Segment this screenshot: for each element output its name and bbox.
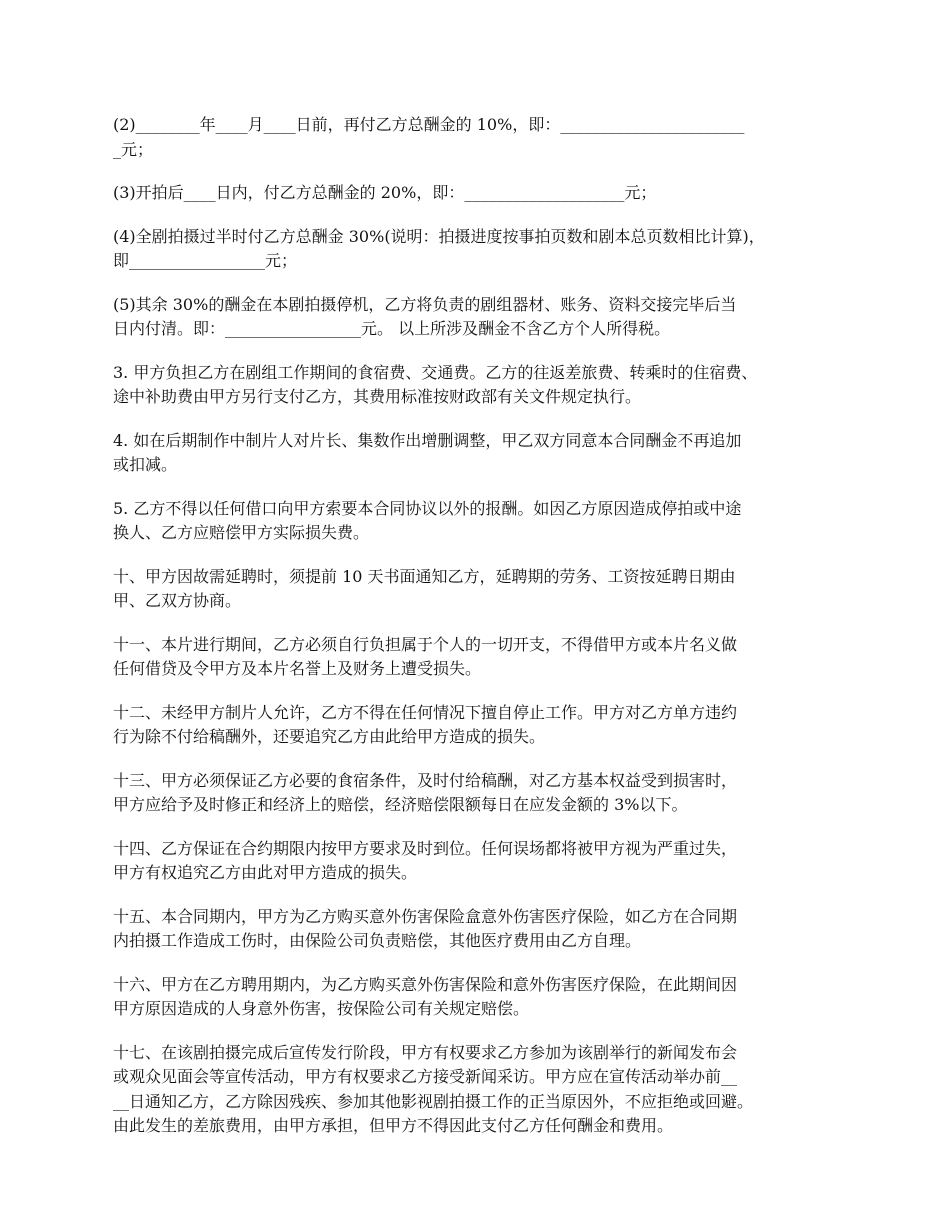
paragraph-line: 换人、乙方应赔偿甲方实际损失费。 [113, 523, 370, 542]
contract-paragraph [113, 225, 841, 274]
paragraph-line: 甲、乙双方协商。 [113, 591, 242, 610]
paragraph-line: (3)开拍后____日内，付乙方总酬金的 20%，即：____________________元； [113, 183, 657, 202]
contract-paragraph [113, 837, 841, 886]
paragraph-line: 4. 如在后期制作中制片人对片长、集数作出增删调整，甲乙双方同意本合同酬金不再追加 [113, 430, 742, 450]
paragraph-line: 甲方应给予及时修正和经济上的赔偿，经济赔偿限额每日在应发金额的 3%以下。 [113, 795, 688, 814]
paragraph-line: 十三、甲方必须保证乙方必要的食宿条件，及时付给稿酬，对乙方基本权益受到损害时， [113, 770, 738, 790]
paragraph-line: 十七、在该剧拍摄完成后宣传发行阶段，甲方有权要求乙方参加为该剧举行的新闻发布会 [113, 1042, 738, 1062]
contract-paragraph [113, 973, 841, 1022]
contract-paragraph [113, 905, 841, 954]
paragraph-line: 十一、本片进行期间，乙方必须自行负担属于个人的一切开支，不得借甲方或本片名义做 [113, 634, 738, 654]
contract-paragraph [113, 293, 841, 342]
paragraph-line: 日内付清。即：_________________元。 以上所涉及酬金不含乙方个人所得税。 [113, 319, 671, 338]
contract-paragraph [113, 113, 841, 162]
paragraph-line: 十四、乙方保证在合约期限内按甲方要求及时到位。任何误场都将被甲方视为严重过失， [113, 838, 738, 858]
contract-paragraph [113, 769, 841, 818]
paragraph-line: (4)全剧拍摄过半时付乙方总酬金 30%(说明：拍摄进度按事拍页数和剧本总页数相比计算)， [113, 226, 765, 246]
paragraph-line: 由此发生的差旅费用，由甲方承担，但甲方不得因此支付乙方任何酬金和费用。 [113, 1116, 674, 1135]
paragraph-line: _元； [113, 139, 154, 159]
paragraph-line: 十二、未经甲方制片人允许，乙方不得在任何情况下擅自停止工作。甲方对乙方单方违约 [113, 702, 738, 722]
paragraph-line: 行为除不付给稿酬外，还要追究乙方由此给甲方造成的损失。 [113, 727, 546, 746]
contract-paragraph [113, 181, 841, 206]
contract-paragraph [113, 429, 841, 478]
paragraph-line: 或扣减。 [113, 455, 178, 474]
paragraph-line: 十、甲方因故需延聘时，须提前 10 天书面通知乙方，延聘期的劳务、工资按延聘日期由 [113, 566, 736, 586]
paragraph-line: 甲方有权追究乙方由此对甲方造成的损失。 [113, 863, 418, 882]
contract-paragraph [113, 497, 841, 546]
contract-paragraph [113, 1041, 841, 1139]
document-body [113, 113, 841, 1158]
contract-paragraph [113, 565, 841, 614]
paragraph-line: 或观众见面会等宣传活动，甲方有权要求乙方接受新闻采访。甲方应在宣传活动举办前__ [113, 1067, 738, 1086]
paragraph-line: 十六、甲方在乙方聘用期内，为乙方购买意外伤害保险和意外伤害医疗保险，在此期间因 [113, 974, 738, 994]
contract-paragraph [113, 701, 841, 750]
paragraph-line: (5)其余 30%的酬金在本剧拍摄停机，乙方将负责的剧组器材、账务、资料交接完毕后当 [113, 294, 737, 314]
contract-paragraph [113, 633, 841, 682]
paragraph-line: 5. 乙方不得以任何借口向甲方索要本合同协议以外的报酬。如因乙方原因造成停拍或中途 [113, 498, 742, 518]
paragraph-line: 3. 甲方负担乙方在剧组工作期间的食宿费、交通费。乙方的往返差旅费、转乘时的住宿费、 [113, 362, 758, 382]
paragraph-line: __日通知乙方，乙方除因残疾、参加其他影视剧拍摄工作的正当原因外，不应拒绝或回避。 [113, 1091, 754, 1111]
paragraph-line: 内拍摄工作造成工伤时，由保险公司负责赔偿，其他医疗费用由乙方自理。 [113, 931, 642, 950]
paragraph-line: 甲方原因造成的人身意外伤害，按保险公司有关规定赔偿。 [113, 999, 530, 1018]
paragraph-line: 即_________________元； [113, 251, 298, 270]
contract-paragraph [113, 361, 841, 410]
paragraph-line: (2)________年____月____日前，再付乙方总酬金的 10%，即：_______________________ [113, 115, 745, 134]
paragraph-line: 任何借贷及令甲方及本片名誉上及财务上遭受损失。 [113, 659, 482, 678]
paragraph-line: 十五、本合同期内，甲方为乙方购买意外伤害保险盒意外伤害医疗保险，如乙方在合同期 [113, 906, 738, 926]
paragraph-line: 途中补助费由甲方另行支付乙方，其费用标准按财政部有关文件规定执行。 [113, 387, 642, 406]
